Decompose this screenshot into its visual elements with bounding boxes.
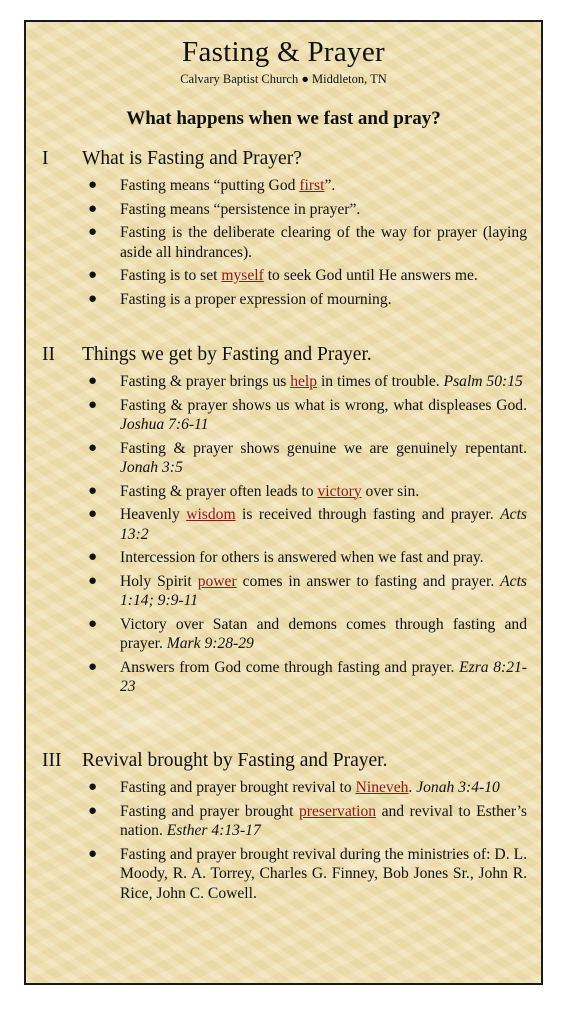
bullet-icon: ● [88, 177, 98, 193]
list-item [26, 439, 541, 478]
section-revival [26, 750, 541, 907]
list-item [26, 548, 541, 568]
highlight-word: wisdom [186, 506, 236, 523]
section-heading [26, 148, 541, 176]
section-list [26, 176, 541, 309]
section-title: Things we get by Fasting and Prayer. [82, 344, 372, 365]
highlight-word: help [290, 373, 318, 390]
bullet-icon: ● [88, 373, 98, 389]
scripture-reference: Acts 13:2 [120, 506, 527, 543]
highlight-word: victory [317, 482, 362, 500]
item-text: in times of trouble. [317, 373, 444, 390]
list-item [26, 505, 541, 544]
bullet-icon: ● [88, 290, 98, 307]
list-item [26, 845, 541, 904]
section-heading [26, 344, 541, 372]
item-text: comes in answer to fasting and prayer. [236, 572, 501, 590]
item-text: Fasting is a proper expression of mourning. [120, 290, 392, 308]
section-list [26, 372, 541, 697]
item-text: is received through fasting and prayer. [235, 506, 501, 523]
highlight-word: power [197, 572, 237, 590]
highlight-word: preservation [298, 802, 377, 820]
highlight-word: myself [221, 267, 264, 284]
bullet-icon: ● [88, 482, 98, 499]
item-text: Fasting means “persistence in prayer”. [120, 200, 361, 218]
scripture-reference: Esther 4:13-17 [166, 822, 261, 839]
item-text: Fasting is to set [120, 267, 222, 284]
list-item [26, 176, 541, 196]
item-text: Victory over Satan and demons comes through fasting and prayer. [120, 615, 527, 652]
scripture-reference: Joshua 7:6-11 [120, 416, 209, 433]
item-text: Heavenly [120, 506, 187, 523]
item-text: ”. [324, 177, 336, 194]
bullet-icon: ● [88, 200, 98, 217]
list-item [26, 290, 541, 310]
bullet-icon: ● [88, 224, 98, 240]
scripture-reference: Mark 9:28-29 [166, 635, 254, 652]
section-things-we-get [26, 344, 541, 701]
highlight-word: first [299, 177, 325, 194]
item-text: . [408, 779, 417, 796]
item-text: to seek God until He answers me. [263, 267, 478, 284]
scripture-reference: Jonah 3:5 [120, 459, 183, 476]
list-item [26, 223, 541, 262]
section-title: Revival brought by Fasting and Prayer. [82, 750, 388, 771]
section-numeral: III [42, 750, 62, 771]
scripture-reference: Ezra 8:21-23 [120, 658, 527, 695]
main-question: What happens when we fast and pray? [126, 108, 441, 129]
list-item [26, 778, 541, 798]
list-item [26, 482, 541, 502]
item-text: Fasting and prayer brought revival to [120, 779, 356, 796]
list-item [26, 572, 541, 611]
item-text: Intercession for others is answered when we fast and pray. [120, 549, 484, 566]
item-text: Fasting means “putting God [120, 177, 300, 194]
bullet-icon: ● [88, 572, 98, 589]
bullet-icon: ● [88, 396, 98, 413]
list-item [26, 615, 541, 654]
section-what-is [26, 148, 541, 313]
item-text: Fasting and prayer brought [120, 802, 299, 820]
section-numeral: II [42, 344, 55, 365]
flyer-card [24, 20, 543, 985]
list-item [26, 802, 541, 841]
scripture-reference: Acts 1:14; 9:9-11 [120, 572, 527, 609]
bullet-icon: ● [88, 845, 98, 862]
list-item [26, 266, 541, 286]
bullet-icon: ● [88, 506, 98, 522]
list-item [26, 372, 541, 392]
bullet-icon: ● [88, 802, 98, 819]
item-text: Fasting & prayer shows genuine we are genuinely repentant. [120, 439, 527, 457]
item-text: Fasting and prayer brought revival during the ministries of: D. L. Moody, R. A. Torrey, Charles G. Finney, Bob Jones Sr., John R. Rice, John C. Cowell. [120, 845, 527, 902]
bullet-icon: ● [88, 267, 98, 283]
item-text: Fasting & prayer often leads to [120, 482, 318, 500]
item-text: and revival to Esther’s nation. [120, 802, 527, 839]
bullet-icon: ● [88, 439, 98, 456]
list-item [26, 396, 541, 435]
scripture-reference: Psalm 50:15 [443, 373, 523, 390]
bullet-icon: ● [88, 549, 98, 565]
item-text: Answers from God come through fasting and prayer. [120, 658, 460, 676]
church-subtitle: Calvary Baptist Church ● Middleton, TN [180, 72, 387, 86]
highlight-word: Nineveh [355, 779, 409, 796]
item-text: Fasting & prayer shows us what is wrong, what displeases God. [120, 396, 527, 414]
section-list [26, 778, 541, 903]
section-heading [26, 750, 541, 778]
item-text: over sin. [361, 482, 420, 500]
bullet-icon: ● [88, 658, 98, 675]
bullet-icon: ● [88, 779, 98, 795]
list-item [26, 658, 541, 697]
scripture-reference: Jonah 3:4-10 [416, 779, 500, 796]
item-text: Holy Spirit [120, 572, 198, 590]
item-text: Fasting is the deliberate clearing of the way for prayer (laying aside all hindrances). [120, 224, 527, 261]
section-title: What is Fasting and Prayer? [82, 148, 302, 169]
item-text: Fasting & prayer brings us [120, 373, 291, 390]
page-title: Fasting & Prayer [182, 36, 385, 68]
bullet-icon: ● [88, 615, 98, 632]
section-numeral: I [42, 148, 49, 169]
list-item [26, 200, 541, 220]
